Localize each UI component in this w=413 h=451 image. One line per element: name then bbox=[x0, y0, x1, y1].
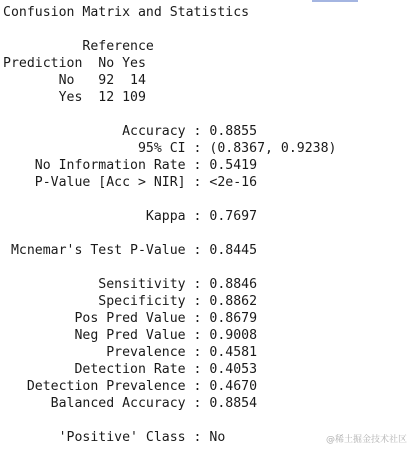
site-watermark: @稀土掘金技术社区 bbox=[325, 435, 407, 445]
stat-prevalence: Prevalence : 0.4581 bbox=[3, 345, 258, 360]
blank-line bbox=[3, 259, 336, 276]
blank-line bbox=[3, 412, 336, 429]
stat-pos-pred-value: Pos Pred Value : 0.8679 bbox=[3, 311, 258, 326]
blank-line bbox=[3, 106, 336, 123]
stat-detection-rate: Detection Rate : 0.4053 bbox=[3, 362, 258, 377]
blank-line bbox=[3, 21, 336, 38]
stat-neg-pred-value: Neg Pred Value : 0.9008 bbox=[3, 328, 258, 343]
stat-detection-prevalence: Detection Prevalence : 0.4670 bbox=[3, 379, 258, 394]
stat-specificity: Specificity : 0.8862 bbox=[3, 294, 258, 309]
blank-line bbox=[3, 225, 336, 242]
matrix-row-no: No 92 14 bbox=[3, 73, 146, 88]
stat-kappa: Kappa : 0.7697 bbox=[3, 209, 258, 224]
stat-sensitivity: Sensitivity : 0.8846 bbox=[3, 277, 258, 292]
stat-confidence-interval: 95% CI : (0.8367, 0.9238) bbox=[3, 141, 337, 156]
output-title: Confusion Matrix and Statistics bbox=[3, 5, 250, 20]
r-console-output bbox=[3, 4, 336, 446]
stat-positive-class: 'Positive' Class : No bbox=[3, 430, 226, 445]
matrix-reference-header: Reference bbox=[3, 39, 154, 54]
matrix-row-yes: Yes 12 109 bbox=[3, 90, 146, 105]
stat-no-information-rate: No Information Rate : 0.5419 bbox=[3, 158, 258, 173]
matrix-column-header: Prediction No Yes bbox=[3, 56, 146, 71]
stat-balanced-accuracy: Balanced Accuracy : 0.8854 bbox=[3, 396, 258, 411]
stat-mcnemar-p-value: Mcnemar's Test P-Value : 0.8445 bbox=[3, 243, 258, 258]
stat-p-value: P-Value [Acc > NIR] : <2e-16 bbox=[3, 175, 258, 190]
top-edge-artifact bbox=[312, 0, 358, 2]
stat-accuracy: Accuracy : 0.8855 bbox=[3, 124, 258, 139]
blank-line bbox=[3, 191, 336, 208]
